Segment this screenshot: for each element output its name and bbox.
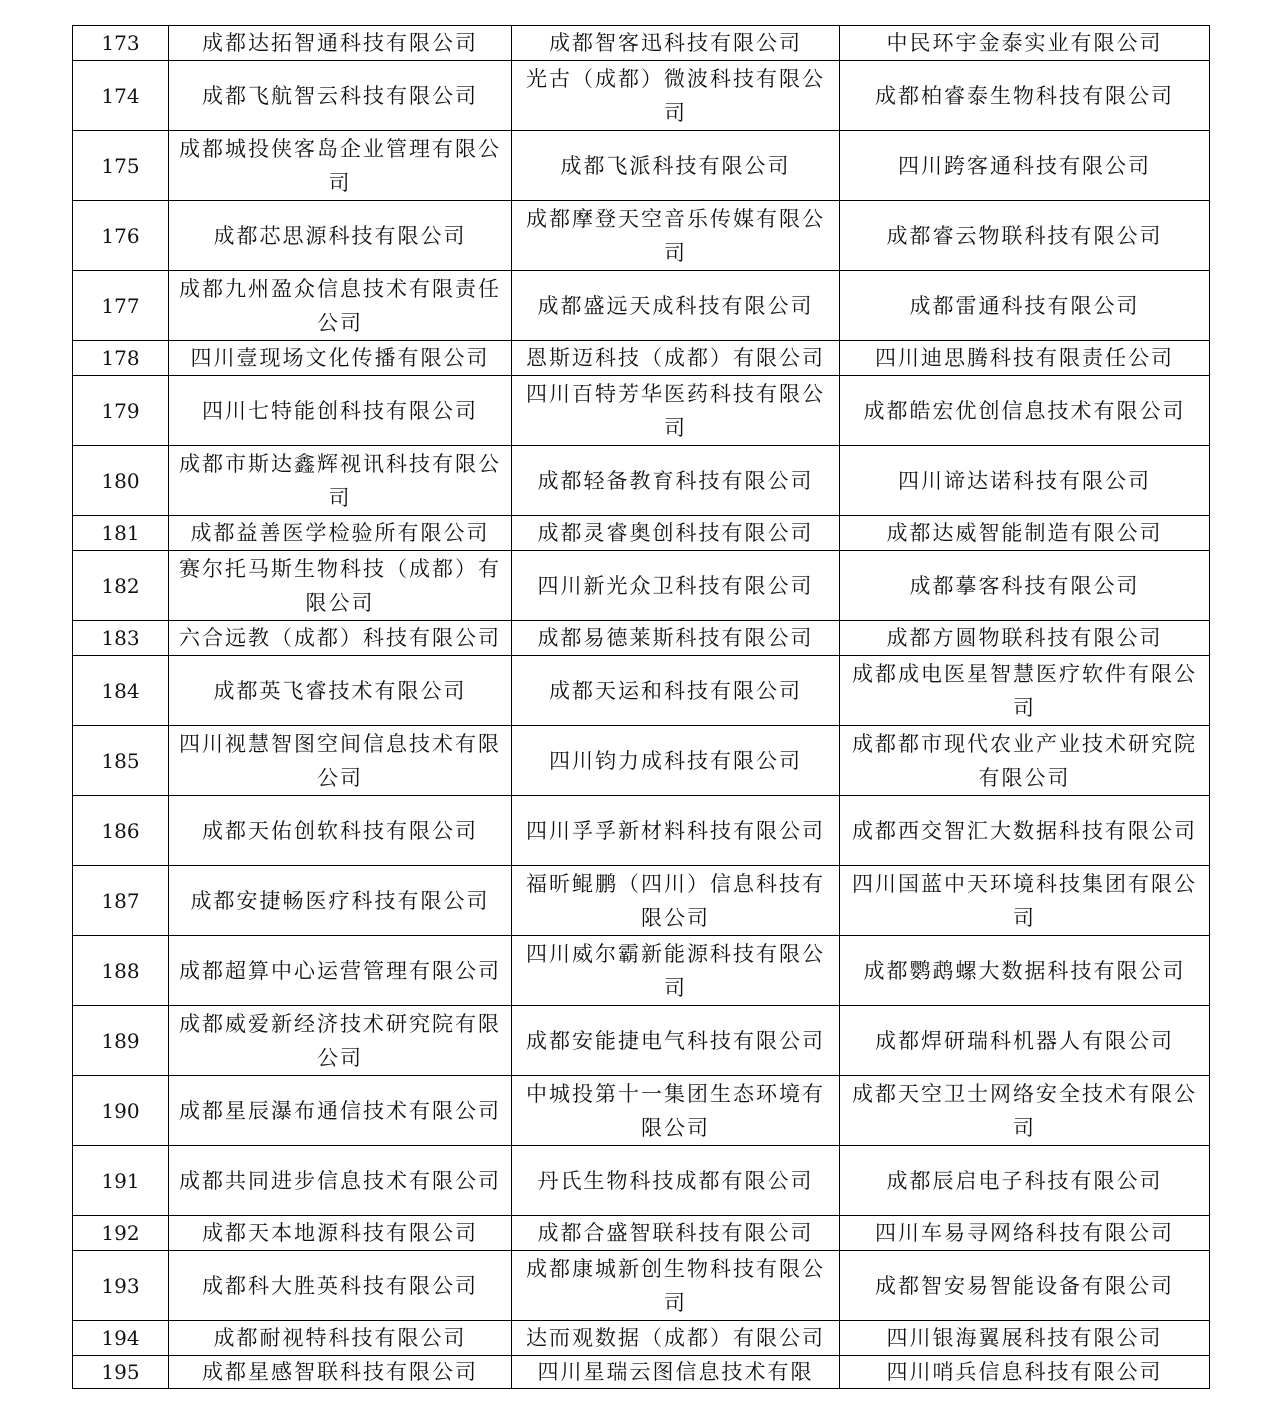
company-list-table	[72, 25, 1210, 1389]
serial-number-cell: 190	[73, 1076, 169, 1146]
company-cell-col3: 成都睿云物联科技有限公司	[840, 201, 1210, 271]
serial-number-cell: 177	[73, 271, 169, 341]
company-cell-col2: 四川钧力成科技有限公司	[512, 726, 840, 796]
table-body	[73, 26, 1210, 1389]
company-cell-col1: 成都九州盈众信息技术有限责任公司	[169, 271, 512, 341]
serial-number-cell: 181	[73, 516, 169, 551]
company-cell-col1: 成都城投侠客岛企业管理有限公司	[169, 131, 512, 201]
company-cell-col3: 四川银海翼展科技有限公司	[840, 1321, 1210, 1356]
company-cell-col2: 恩斯迈科技（成都）有限公司	[512, 341, 840, 376]
company-cell-col3: 成都西交智汇大数据科技有限公司	[840, 796, 1210, 866]
company-cell-col3: 四川国蓝中天环境科技集团有限公司	[840, 866, 1210, 936]
company-cell-col3: 成都天空卫士网络安全技术有限公司	[840, 1076, 1210, 1146]
table-row	[73, 26, 1210, 61]
company-cell-col2: 成都合盛智联科技有限公司	[512, 1216, 840, 1251]
company-cell-col3: 四川哨兵信息科技有限公司	[840, 1356, 1210, 1389]
company-cell-col2: 成都摩登天空音乐传媒有限公司	[512, 201, 840, 271]
company-cell-col2: 四川孚孚新材料科技有限公司	[512, 796, 840, 866]
company-cell-col1: 成都芯思源科技有限公司	[169, 201, 512, 271]
serial-number-cell: 195	[73, 1356, 169, 1389]
company-cell-col3: 成都焊研瑞科机器人有限公司	[840, 1006, 1210, 1076]
company-cell-col1: 赛尔托马斯生物科技（成都）有限公司	[169, 551, 512, 621]
company-cell-col1: 成都威爱新经济技术研究院有限公司	[169, 1006, 512, 1076]
company-cell-col1: 成都安捷畅医疗科技有限公司	[169, 866, 512, 936]
serial-number-cell: 194	[73, 1321, 169, 1356]
table-row	[73, 1146, 1210, 1216]
company-cell-col1: 成都飞航智云科技有限公司	[169, 61, 512, 131]
company-cell-col3: 成都鹦鹉螺大数据科技有限公司	[840, 936, 1210, 1006]
table-row	[73, 656, 1210, 726]
company-cell-col3: 成都皓宏优创信息技术有限公司	[840, 376, 1210, 446]
company-cell-col2: 达而观数据（成都）有限公司	[512, 1321, 840, 1356]
serial-number-cell: 183	[73, 621, 169, 656]
table-row	[73, 1076, 1210, 1146]
company-cell-col1: 四川七特能创科技有限公司	[169, 376, 512, 446]
company-cell-col1: 成都共同进步信息技术有限公司	[169, 1146, 512, 1216]
serial-number-cell: 186	[73, 796, 169, 866]
company-cell-col1: 成都天佑创软科技有限公司	[169, 796, 512, 866]
serial-number-cell: 173	[73, 26, 169, 61]
serial-number-cell: 188	[73, 936, 169, 1006]
table-row	[73, 271, 1210, 341]
company-cell-col3: 成都都市现代农业产业技术研究院有限公司	[840, 726, 1210, 796]
company-cell-col2: 成都安能捷电气科技有限公司	[512, 1006, 840, 1076]
company-cell-col2: 成都轻备教育科技有限公司	[512, 446, 840, 516]
company-cell-col3: 成都雷通科技有限公司	[840, 271, 1210, 341]
company-cell-col3: 成都成电医星智慧医疗软件有限公司	[840, 656, 1210, 726]
table-row	[73, 201, 1210, 271]
company-cell-col2: 丹氏生物科技成都有限公司	[512, 1146, 840, 1216]
company-cell-col2: 成都易德莱斯科技有限公司	[512, 621, 840, 656]
company-cell-col2: 成都康城新创生物科技有限公司	[512, 1251, 840, 1321]
company-cell-col2: 福昕鲲鹏（四川）信息科技有限公司	[512, 866, 840, 936]
company-cell-col1: 成都益善医学检验所有限公司	[169, 516, 512, 551]
table-row	[73, 376, 1210, 446]
company-cell-col1: 成都天本地源科技有限公司	[169, 1216, 512, 1251]
company-cell-col3: 四川谛达诺科技有限公司	[840, 446, 1210, 516]
company-cell-col3: 成都达威智能制造有限公司	[840, 516, 1210, 551]
company-cell-col2: 中城投第十一集团生态环境有限公司	[512, 1076, 840, 1146]
company-cell-col1: 成都英飞睿技术有限公司	[169, 656, 512, 726]
company-cell-col2: 四川威尔霸新能源科技有限公司	[512, 936, 840, 1006]
company-cell-col3: 成都方圆物联科技有限公司	[840, 621, 1210, 656]
table-row	[73, 1216, 1210, 1251]
company-cell-col3: 四川迪思腾科技有限责任公司	[840, 341, 1210, 376]
serial-number-cell: 189	[73, 1006, 169, 1076]
company-cell-col1: 成都市斯达鑫辉视讯科技有限公司	[169, 446, 512, 516]
serial-number-cell: 175	[73, 131, 169, 201]
company-cell-col2: 光古（成都）微波科技有限公司	[512, 61, 840, 131]
company-cell-col3: 成都智安易智能设备有限公司	[840, 1251, 1210, 1321]
company-cell-col1: 成都星辰瀑布通信技术有限公司	[169, 1076, 512, 1146]
company-cell-col2: 四川百特芳华医药科技有限公司	[512, 376, 840, 446]
table-row	[73, 516, 1210, 551]
company-cell-col2: 成都天运和科技有限公司	[512, 656, 840, 726]
table-row	[73, 1006, 1210, 1076]
company-cell-col2: 成都盛远天成科技有限公司	[512, 271, 840, 341]
company-cell-col3: 成都摹客科技有限公司	[840, 551, 1210, 621]
table-row	[73, 866, 1210, 936]
table-row	[73, 1356, 1210, 1389]
serial-number-cell: 178	[73, 341, 169, 376]
table-row	[73, 1251, 1210, 1321]
company-cell-col1: 成都超算中心运营管理有限公司	[169, 936, 512, 1006]
serial-number-cell: 180	[73, 446, 169, 516]
company-cell-col2: 四川新光众卫科技有限公司	[512, 551, 840, 621]
serial-number-cell: 191	[73, 1146, 169, 1216]
serial-number-cell: 176	[73, 201, 169, 271]
company-cell-col1: 成都科大胜英科技有限公司	[169, 1251, 512, 1321]
company-cell-col3: 成都柏睿泰生物科技有限公司	[840, 61, 1210, 131]
serial-number-cell: 179	[73, 376, 169, 446]
company-cell-col2: 四川星瑞云图信息技术有限	[512, 1356, 840, 1389]
table-row	[73, 551, 1210, 621]
company-cell-col3: 四川车易寻网络科技有限公司	[840, 1216, 1210, 1251]
serial-number-cell: 184	[73, 656, 169, 726]
table-row	[73, 61, 1210, 131]
table-row	[73, 726, 1210, 796]
company-cell-col1: 六合远教（成都）科技有限公司	[169, 621, 512, 656]
table-row	[73, 621, 1210, 656]
company-cell-col3: 四川跨客通科技有限公司	[840, 131, 1210, 201]
table-row	[73, 1321, 1210, 1356]
serial-number-cell: 185	[73, 726, 169, 796]
company-cell-col3: 成都辰启电子科技有限公司	[840, 1146, 1210, 1216]
serial-number-cell: 187	[73, 866, 169, 936]
table-row	[73, 936, 1210, 1006]
company-cell-col2: 成都灵睿奥创科技有限公司	[512, 516, 840, 551]
table-row	[73, 131, 1210, 201]
company-cell-col1: 成都达拓智通科技有限公司	[169, 26, 512, 61]
company-cell-col3: 中民环宇金泰实业有限公司	[840, 26, 1210, 61]
company-cell-col2: 成都智客迅科技有限公司	[512, 26, 840, 61]
table-row	[73, 341, 1210, 376]
serial-number-cell: 182	[73, 551, 169, 621]
serial-number-cell: 192	[73, 1216, 169, 1251]
serial-number-cell: 193	[73, 1251, 169, 1321]
company-cell-col1: 成都星感智联科技有限公司	[169, 1356, 512, 1389]
table-row	[73, 446, 1210, 516]
company-cell-col1: 四川壹现场文化传播有限公司	[169, 341, 512, 376]
company-cell-col1: 成都耐视特科技有限公司	[169, 1321, 512, 1356]
table-row	[73, 796, 1210, 866]
company-cell-col2: 成都飞派科技有限公司	[512, 131, 840, 201]
serial-number-cell: 174	[73, 61, 169, 131]
company-cell-col1: 四川视慧智图空间信息技术有限公司	[169, 726, 512, 796]
